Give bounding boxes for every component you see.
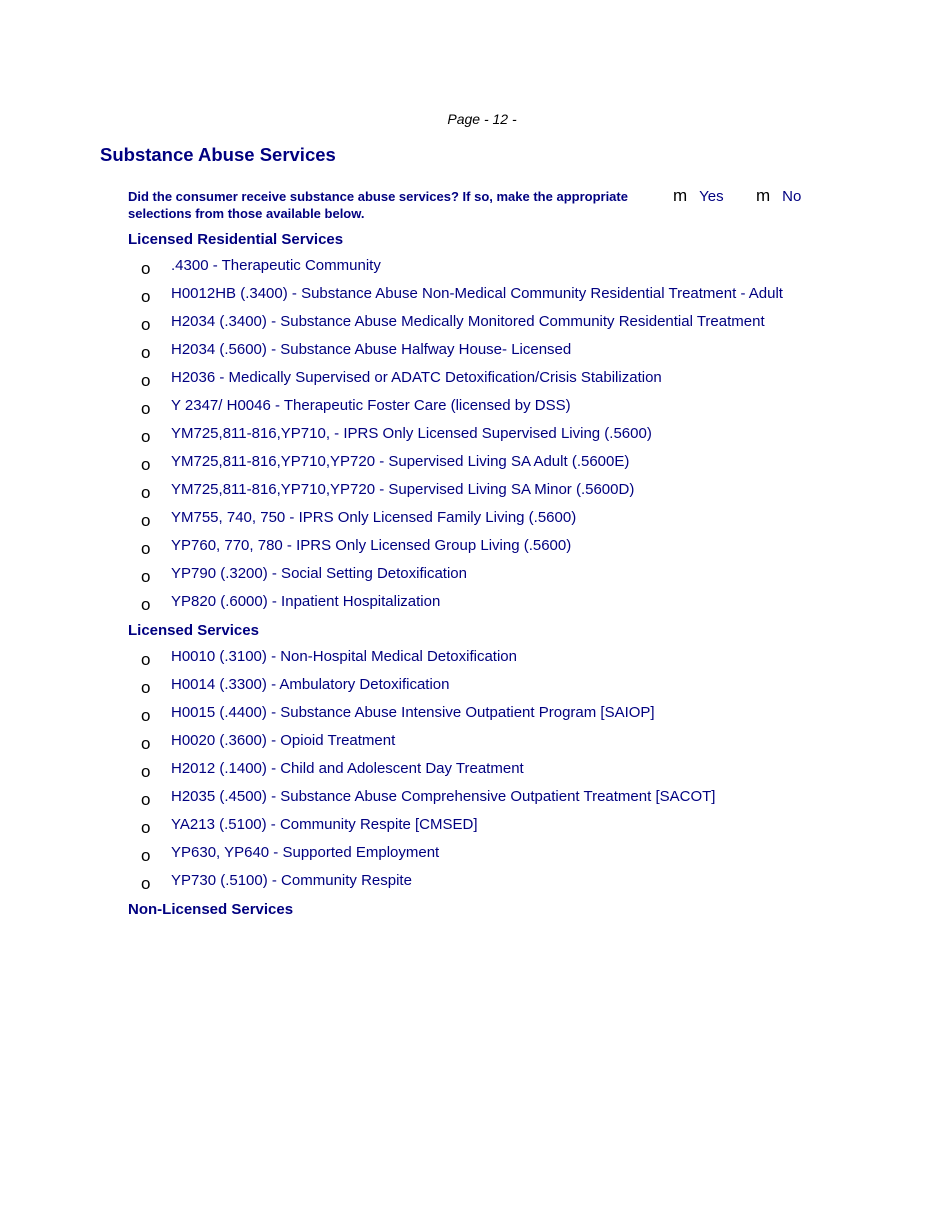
- list-item[interactable]: [141, 730, 715, 758]
- list-item[interactable]: [141, 758, 715, 786]
- checkbox-icon[interactable]: o: [141, 511, 151, 530]
- option-label: YM725,811-816,YP710,YP720 - Supervised Living SA Adult (.5600E): [171, 453, 630, 470]
- non-licensed-services-heading: Non-Licensed Services: [128, 901, 294, 918]
- section-title: Substance Abuse Services: [100, 144, 336, 165]
- checkbox-icon[interactable]: o: [141, 678, 151, 697]
- checkbox-icon[interactable]: o: [141, 706, 151, 725]
- option-label: YM725,811-816,YP710, - IPRS Only Licensed Supervised Living (.5600): [171, 425, 652, 442]
- list-item[interactable]: [141, 451, 783, 479]
- checkbox-icon[interactable]: o: [141, 427, 151, 446]
- checkbox-icon[interactable]: o: [141, 790, 151, 809]
- option-label: Y 2347/ H0046 - Therapeutic Foster Care (licensed by DSS): [171, 397, 571, 414]
- question-text: Did the consumer receive substance abuse services? If so, make the appropriate selections from those available below.: [128, 189, 628, 221]
- no-label: No: [782, 188, 802, 205]
- checkbox-icon[interactable]: o: [141, 846, 151, 865]
- list-item[interactable]: [141, 367, 783, 395]
- option-label: YP790 (.3200) - Social Setting Detoxification: [171, 565, 467, 582]
- option-label: YP630, YP640 - Supported Employment: [171, 844, 440, 861]
- yes-radio-option[interactable]: [673, 186, 724, 206]
- yes-label: Yes: [699, 188, 724, 205]
- checkbox-icon[interactable]: o: [141, 315, 151, 334]
- option-label: YP760, 770, 780 - IPRS Only Licensed Group Living (.5600): [171, 537, 572, 554]
- checkbox-icon[interactable]: o: [141, 259, 151, 278]
- list-item[interactable]: [141, 563, 783, 591]
- option-label: H0012HB (.3400) - Substance Abuse Non-Medical Community Residential Treatment - Adult: [171, 285, 783, 302]
- option-label: H2012 (.1400) - Child and Adolescent Day Treatment: [171, 760, 524, 777]
- option-label: H2035 (.4500) - Substance Abuse Comprehensive Outpatient Treatment [SACOT]: [171, 788, 716, 805]
- list-item[interactable]: [141, 507, 783, 535]
- list-item[interactable]: [141, 870, 715, 898]
- licensed-residential-services-heading: Licensed Residential Services: [128, 231, 344, 248]
- list-item[interactable]: [141, 395, 783, 423]
- checkbox-icon[interactable]: o: [141, 734, 151, 753]
- checkbox-icon[interactable]: o: [141, 455, 151, 474]
- option-label: H0010 (.3100) - Non-Hospital Medical Detoxification: [171, 648, 517, 665]
- licensed-services-list: [141, 646, 715, 898]
- licensed-residential-services-list: [141, 255, 783, 619]
- option-label: YP730 (.5100) - Community Respite: [171, 872, 412, 889]
- option-label: H0015 (.4400) - Substance Abuse Intensive Outpatient Program [SAIOP]: [171, 704, 655, 721]
- list-item[interactable]: [141, 479, 783, 507]
- no-radio-option[interactable]: [756, 186, 801, 206]
- list-item[interactable]: [141, 591, 783, 619]
- radio-button-icon[interactable]: m: [673, 186, 688, 205]
- checkbox-icon[interactable]: o: [141, 483, 151, 502]
- list-item[interactable]: [141, 423, 783, 451]
- list-item[interactable]: [141, 535, 783, 563]
- option-label: H0020 (.3600) - Opioid Treatment: [171, 732, 396, 749]
- checkbox-icon[interactable]: o: [141, 650, 151, 669]
- checkbox-icon[interactable]: o: [141, 762, 151, 781]
- list-item[interactable]: [141, 674, 715, 702]
- option-label: YM725,811-816,YP710,YP720 - Supervised Living SA Minor (.5600D): [171, 481, 635, 498]
- list-item[interactable]: [141, 786, 715, 814]
- option-label: H2034 (.3400) - Substance Abuse Medically Monitored Community Residential Treatment: [171, 313, 765, 330]
- option-label: YA213 (.5100) - Community Respite [CMSED]: [171, 816, 478, 833]
- checkbox-icon[interactable]: o: [141, 595, 151, 614]
- option-label: YP820 (.6000) - Inpatient Hospitalization: [171, 593, 441, 610]
- checkbox-icon[interactable]: o: [141, 818, 151, 837]
- checkbox-icon[interactable]: o: [141, 874, 151, 893]
- page-number: Page - 12 -: [447, 111, 517, 127]
- list-item[interactable]: [141, 339, 783, 367]
- list-item[interactable]: [141, 646, 715, 674]
- list-item[interactable]: [141, 255, 783, 283]
- option-label: H0014 (.3300) - Ambulatory Detoxification: [171, 676, 450, 693]
- option-label: H2034 (.5600) - Substance Abuse Halfway House- Licensed: [171, 341, 572, 358]
- checkbox-icon[interactable]: o: [141, 371, 151, 390]
- radio-button-icon[interactable]: m: [756, 186, 771, 205]
- option-label: .4300 - Therapeutic Community: [171, 257, 381, 274]
- list-item[interactable]: [141, 814, 715, 842]
- list-item[interactable]: [141, 311, 783, 339]
- checkbox-icon[interactable]: o: [141, 567, 151, 586]
- list-item[interactable]: [141, 283, 783, 311]
- option-label: YM755, 740, 750 - IPRS Only Licensed Family Living (.5600): [171, 509, 577, 526]
- checkbox-icon[interactable]: o: [141, 539, 151, 558]
- list-item[interactable]: [141, 842, 715, 870]
- checkbox-icon[interactable]: o: [141, 399, 151, 418]
- checkbox-icon[interactable]: o: [141, 343, 151, 362]
- list-item[interactable]: [141, 702, 715, 730]
- option-label: H2036 - Medically Supervised or ADATC Detoxification/Crisis Stabilization: [171, 369, 662, 386]
- checkbox-icon[interactable]: o: [141, 287, 151, 306]
- licensed-services-heading: Licensed Services: [128, 622, 259, 639]
